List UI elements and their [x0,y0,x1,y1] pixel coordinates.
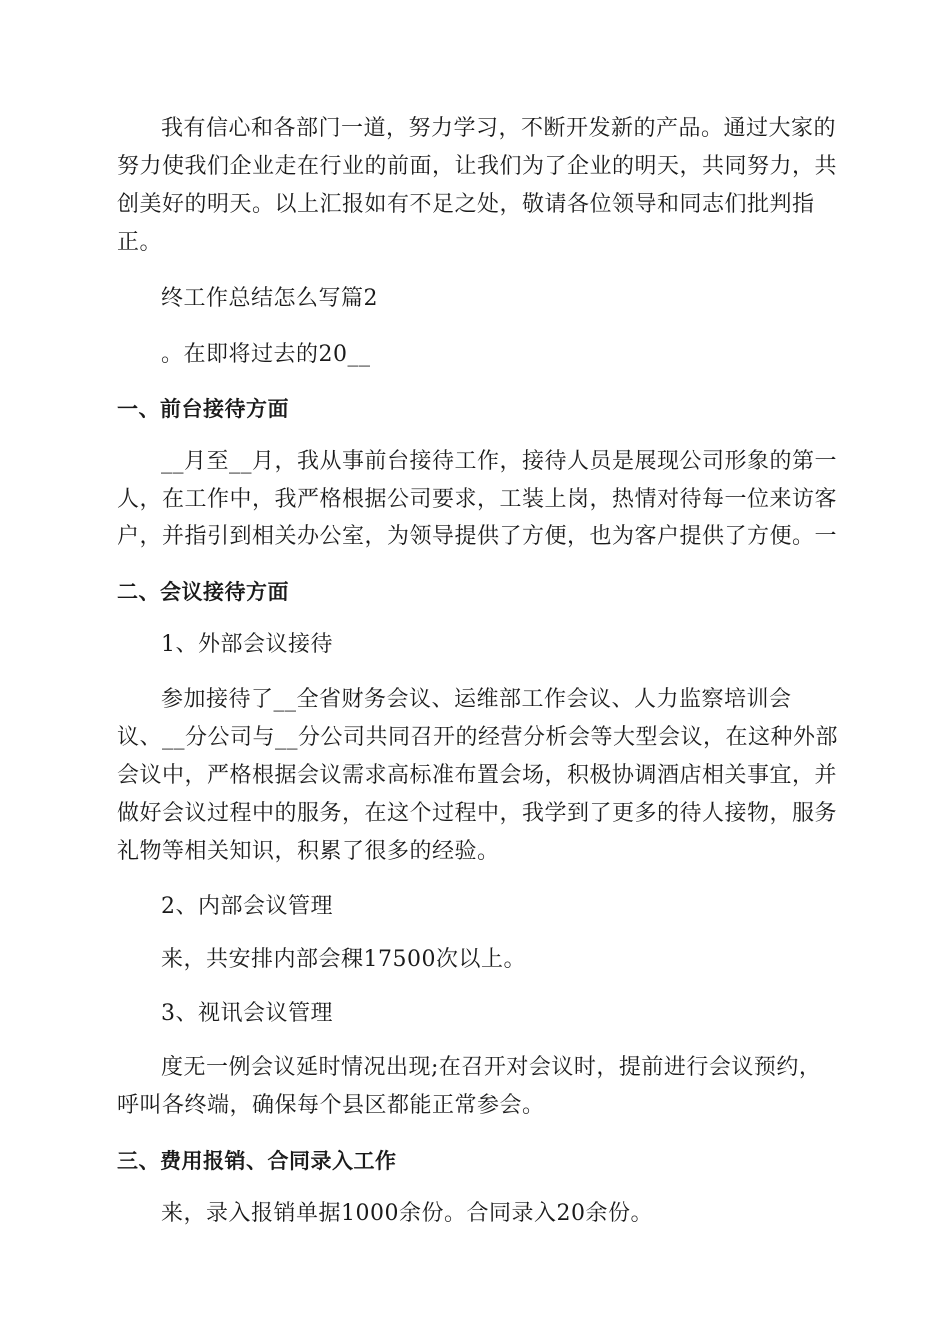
paragraph-line: 度无一例会议延时情况出现;在召开对会议时，提前进行会议预约， [161,1055,822,1080]
paragraph-line: __月至__月，我从事前台接待工作，接待人员是展现公司形象的第一 [161,449,838,474]
paragraph-line: 我有信心和各部门一道，努力学习，不断开发新的产品。通过大家的 [161,116,837,141]
paragraph-line: 会议中，严格根据会议需求高标准布置会场，积极协调酒店相关事宜，并 [117,763,838,788]
paragraph-line: 礼物等相关知识，积累了很多的经验。 [117,839,500,864]
paragraph-line: 议、__分公司与__分公司共同召开的经营分析会等大型会议，在这种外部 [117,725,839,750]
paragraph-line: 呼叫各终端，确保每个县区都能正常参会。 [117,1093,545,1118]
subtitle: 终工作总结怎么写篇2 [161,286,378,311]
paragraph-line: 创美好的明天。以上汇报如有不足之处，敬请各位领导和同志们批判指 [117,192,815,217]
subsection-heading: 1、外部会议接待 [161,632,333,657]
paragraph-line: 人，在工作中，我严格根据公司要求，工装上岗，热情对待每一位来访客 [117,487,838,512]
subsection-heading: 3、视讯会议管理 [161,1001,333,1026]
intro-line: 。在即将过去的20__ [161,342,371,367]
paragraph-line: 努力使我们企业走在行业的前面，让我们为了企业的明天，共同努力，共 [117,154,838,179]
paragraph-line: 做好会议过程中的服务，在这个过程中，我学到了更多的待人接物，服务 [117,801,838,826]
paragraph-line: 来，录入报销单据1000余份。合同录入20余份。 [161,1201,653,1226]
paragraph-line: 参加接待了__全省财务会议、运维部工作会议、人力监察培训会 [161,687,792,712]
paragraph-line: 户，并指引到相关办公室，为领导提供了方便，也为客户提供了方便。一 [117,524,838,549]
subsection-heading: 2、内部会议管理 [161,894,333,919]
paragraph-line: 来，共安排内部会稞17500次以上。 [161,947,526,972]
section-heading: 二、会议接待方面 [117,580,289,604]
section-heading: 一、前台接待方面 [117,397,289,421]
section-heading: 三、费用报销、合同录入工作 [117,1149,397,1173]
paragraph-line: 正。 [117,230,163,255]
